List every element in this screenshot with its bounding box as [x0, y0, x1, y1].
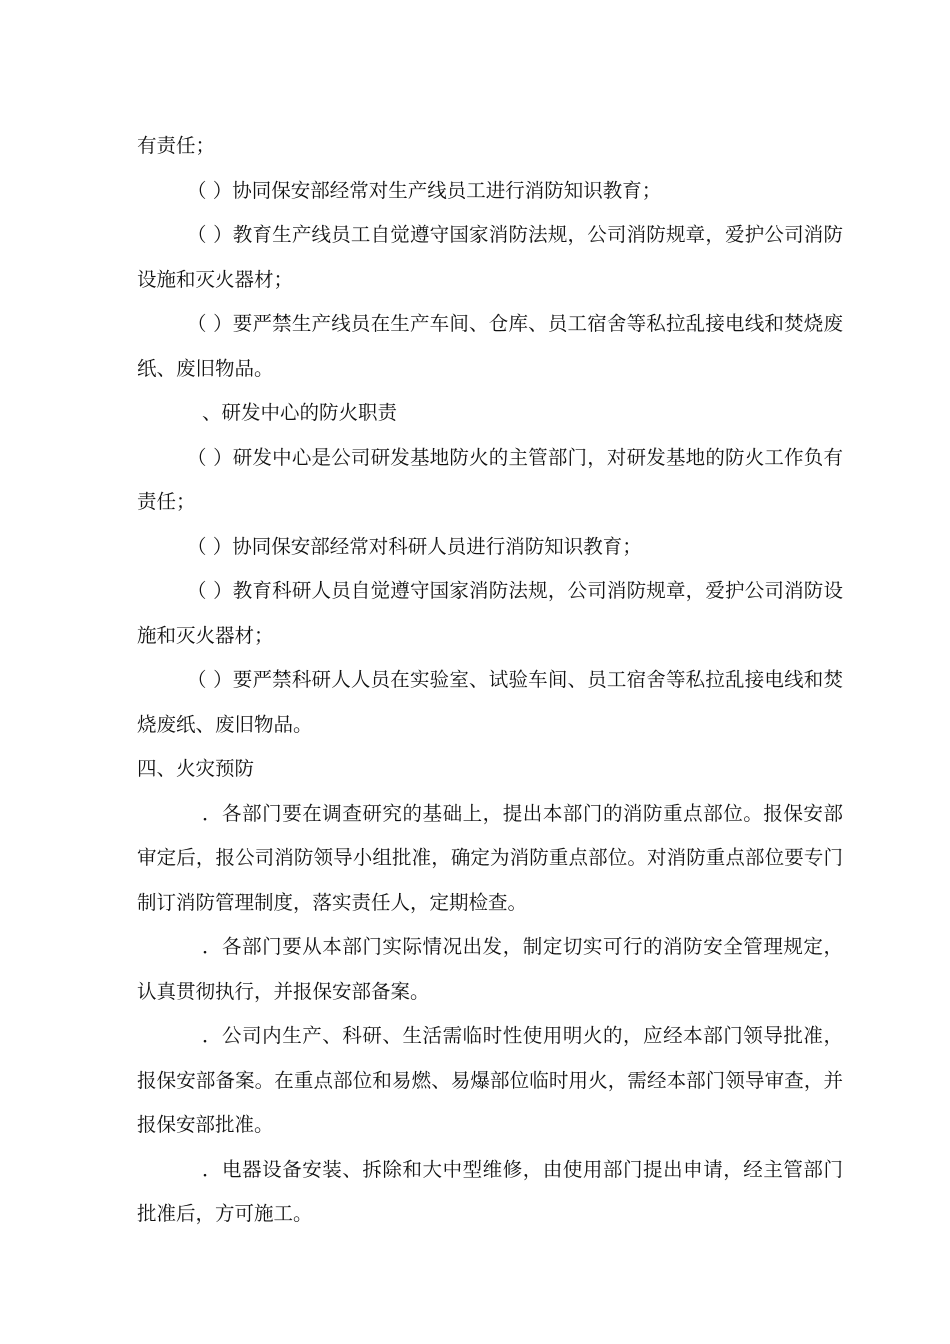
paragraph-11: ．各部门要在调查研究的基础上，提出本部门的消防重点部位。报保安部审定后，报公司消防领导小组批准，确定为消防重点部位。对消防重点部位要专门制订消防管理制度，落实责任人，定期检查。: [137, 801, 843, 914]
document-body: [137, 124, 843, 1237]
paragraph-14: ．电器设备安装、拆除和大中型维修，由使用部门提出申请，经主管部门批准后，方可施工。: [137, 1157, 843, 1225]
paragraph-13: ．公司内生产、科研、生活需临时性使用明火的，应经本部门领导批准，报保安部备案。在重点部位和易燃、易爆部位临时用火，需经本部门领导审查，并报保安部批准。: [137, 1024, 843, 1136]
paragraph-6: （ ）研发中心是公司研发基地防火的主管部门，对研发基地的防火工作负有责任；: [137, 445, 843, 513]
paragraph-8: （ ）教育科研人员自觉遵守国家消防法规，公司消防规章，爱护公司消防设施和灭火器材；: [137, 579, 843, 647]
paragraph-3: （ ）教育生产线员工自觉遵守国家消防法规，公司消防规章，爱护公司消防设施和灭火器材；: [137, 223, 843, 291]
paragraph-12: ．各部门要从本部门实际情况出发，制定切实可行的消防安全管理规定，认真贯彻执行，并报保安部备案。: [137, 935, 843, 1003]
section-heading-fire-prevention: 四、火灾预防: [137, 757, 255, 780]
section-heading-rd: 、研发中心的防火职责: [202, 401, 398, 424]
paragraph-2: （ ）协同保安部经常对生产线员工进行消防知识教育；: [187, 178, 662, 202]
paragraph-1: 有责任；: [137, 134, 216, 157]
paragraph-4: （ ）要严禁生产线员在生产车间、仓库、员工宿舍等私拉乱接电线和焚烧废纸、废旧物品。: [137, 312, 843, 380]
paragraph-9: （ ）要严禁科研人人员在实验室、试验车间、员工宿舍等私拉乱接电线和焚烧废纸、废旧物品。: [137, 668, 843, 736]
paragraph-7: （ ）协同保安部经常对科研人员进行消防知识教育；: [187, 534, 642, 558]
